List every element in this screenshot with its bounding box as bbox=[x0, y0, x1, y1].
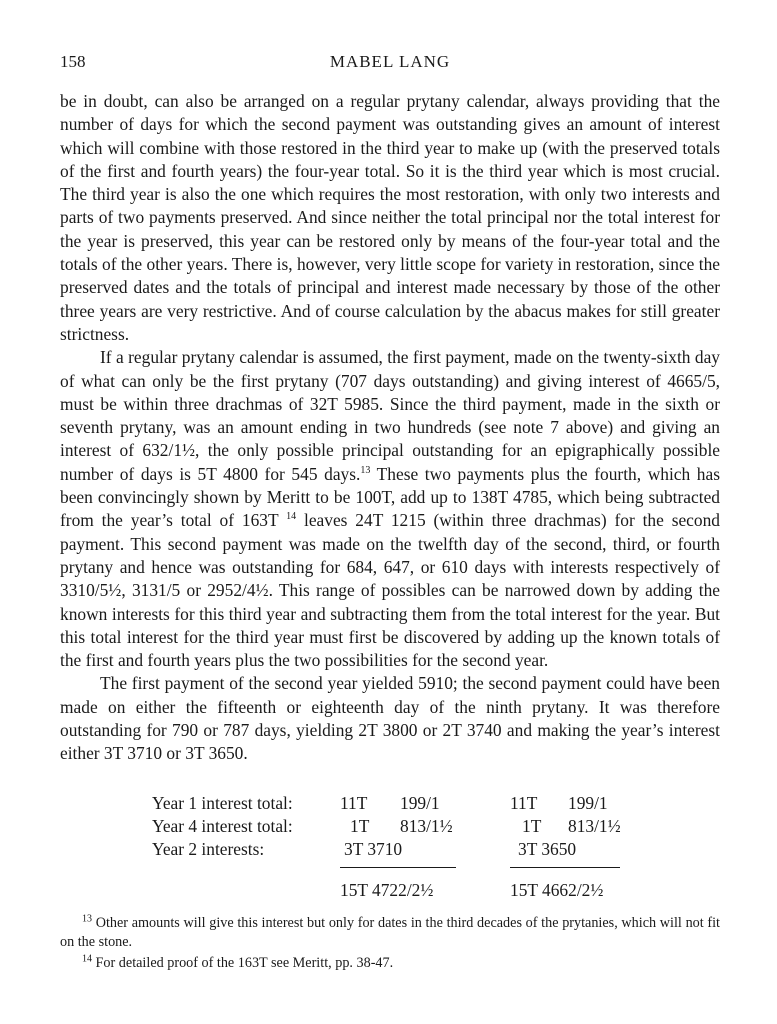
calc-value-a: 11T bbox=[340, 793, 368, 813]
footnotes bbox=[60, 914, 720, 973]
calc-label: Year 2 interests: bbox=[152, 839, 265, 859]
body-text bbox=[60, 90, 720, 766]
calc-value-a-fraction: 813/1½ bbox=[400, 816, 453, 836]
total-left: 15T 4722/2½ bbox=[340, 880, 434, 900]
footnote-ref-13: 13 bbox=[360, 464, 371, 476]
calc-value-a: 1T bbox=[350, 816, 370, 836]
calc-row-year-1 bbox=[60, 793, 720, 816]
paragraph-2-text: If a regular prytany calendar is assumed, the first payment, made on the twenty-sixth day of what can only be the first prytany (707 days outstanding) and giving interest of 4665/5, must be within three drachmas of 32T 5985. Since the third payment, made in the sixth or seventh prytany, was an amount ending in two hundreds (see note 7 above) and giving an interest of 632/1½, the only possible principal outstanding for an epigraphically possible number of days is 5T 4800 for 545 days. bbox=[60, 347, 720, 484]
footnote-13 bbox=[60, 914, 720, 952]
paragraph-2 bbox=[60, 346, 720, 672]
paragraph-1: be in doubt, can also be arranged on a regular prytany calendar, always providing that the number of days for which the second payment was outstanding gives an amount of interest which will combine with those restored in the third year to make up (with the preserved totals of the first and fourth years) the four-year total. So it is the third year which is most crucial. The third year is also the one which requires the most restoration, with only two interests and parts of two payments preserved. And since neither the total principal nor the total interest for the year is preserved, this year can be restored only by means of the four-year total and the totals of the other years. There is, however, very little scope for variety in restoration, since the preserved dates and the totals of principal and interest made necessary by those of the other three years are very restrictive. And of course calculation by the abacus makes for still greater strictness. bbox=[60, 91, 720, 344]
total-right: 15T 4662/2½ bbox=[510, 880, 604, 900]
paragraph-3: The first payment of the second year yielded 5910; the second payment could have been made on either the fifteenth or eighteenth day of the ninth prytany. It was therefore outstanding for 790 or 787 days, yielding 2T 3800 or 2T 3740 and making the year’s interest either 3T 3710 or 3T 3650. bbox=[60, 673, 720, 764]
calc-value-a: 3T 3710 bbox=[344, 839, 403, 859]
calc-value-b: 1T bbox=[522, 816, 542, 836]
footnote-number: 13 bbox=[82, 913, 92, 925]
sum-rule-left bbox=[340, 867, 456, 868]
calc-value-b-fraction: 199/1 bbox=[568, 793, 608, 813]
page-number: 158 bbox=[60, 52, 86, 71]
calc-label: Year 4 interest total: bbox=[152, 816, 293, 836]
calc-row-year-4 bbox=[60, 816, 720, 839]
calc-value-b-fraction: 813/1½ bbox=[568, 816, 621, 836]
running-head: MABEL LANG bbox=[329, 52, 451, 71]
sum-rule-right bbox=[510, 867, 620, 868]
calc-value-b: 3T 3650 bbox=[518, 839, 577, 859]
calc-label: Year 1 interest total: bbox=[152, 793, 293, 813]
calc-value-a-fraction: 199/1 bbox=[400, 793, 440, 813]
footnote-ref-14: 14 bbox=[286, 511, 297, 523]
paragraph-2-end: leaves 24T 1215 (within three drachmas) for the second payment. This second payment was made on the twelfth day of the second, third, or fourth prytany and hence was outstanding for 684, 647, or 610 days with interests respectively of 3310/5½, 3131/5 or 2952/4½. This range of possibles can be narrowed down by adding the known interests for this third year and subtracting them from the total interest for the year. But this total interest for the third year must first be discovered by adding up the known totals of the first and fourth years plus the two possibilities for the second year. bbox=[60, 510, 720, 671]
footnote-14 bbox=[60, 954, 720, 973]
footnote-text: For detailed proof of the 163T see Meritt, pp. 38-47. bbox=[95, 955, 394, 971]
footnote-text: Other amounts will give this interest but only for dates in the third decades of the prytanies, which will not fit on the stone. bbox=[60, 915, 720, 950]
calc-row-year-2 bbox=[60, 839, 720, 862]
paragraph-2-continued: These two payments plus the fourth, which has been convincingly shown by Meritt to be 100T, add up to 138T 4785, which being subtracted from the year’s total of 163T bbox=[60, 463, 720, 531]
calc-value-b: 11T bbox=[510, 793, 538, 813]
footnote-number: 14 bbox=[82, 953, 92, 965]
page-header bbox=[60, 52, 720, 78]
